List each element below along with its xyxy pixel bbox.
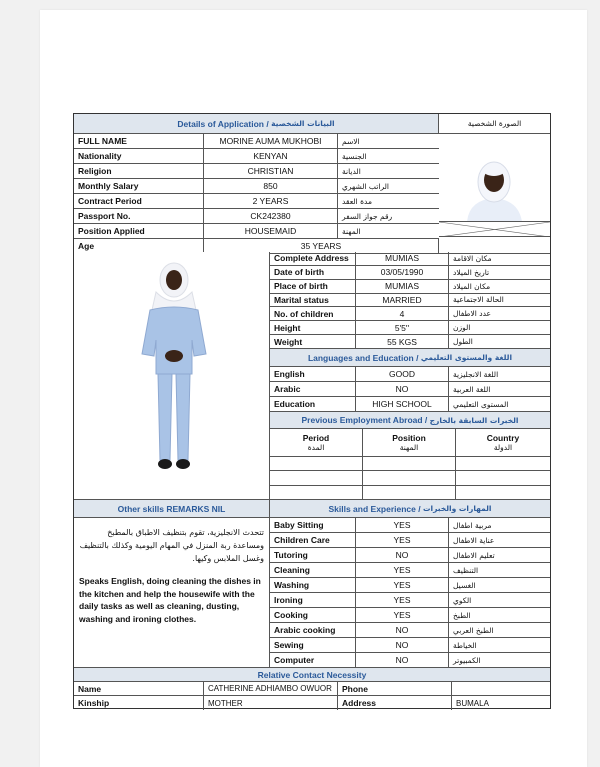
personal-label: Passport No. [74,209,204,224]
skill-row [270,653,550,668]
contact-header-row [74,668,550,682]
languages-header-row [270,349,550,367]
employment-country-cell [456,471,550,485]
detail-label-ar: الطول [449,335,550,349]
detail-value: 55 KGS [356,335,449,349]
skill-label: Children Care [270,533,356,548]
language-label: English [270,367,356,382]
personal-label-ar: الراتب الشهري [338,179,439,194]
detail-row [270,266,550,280]
employment-period-cell [270,457,363,471]
personal-label: Contract Period [74,194,204,209]
skill-row [270,608,550,623]
contact-title: Relative Contact Necessity [74,668,550,682]
period-header-ar: المدة [307,443,325,452]
detail-label-ar: الوزن [449,321,550,335]
employment-position-cell [363,457,456,471]
contact-name-value: CATHERINE ADHIAMBO OWUOR [204,682,338,696]
employment-row [270,486,550,500]
personal-label: Religion [74,164,204,179]
skill-label-ar: الكمبيوتر [449,653,550,668]
skill-row [270,533,550,548]
skill-row [270,623,550,638]
other-skills-title: Other skills REMARKS NIL [74,500,270,518]
language-label-ar: اللغة الانجليزية [449,367,550,382]
detail-label: Marital status [270,294,356,308]
personal-row [74,194,439,209]
detail-row [270,307,550,321]
detail-row [270,294,550,308]
employment-title-ar: الخبرات السابقة بالخارج [429,415,519,425]
detail-label: Date of birth [270,266,356,280]
position-header-ar: المهنة [399,443,419,452]
position-header-en: Position [392,433,426,443]
personal-label: Position Applied [74,224,204,239]
portrait-photo [439,134,550,222]
skill-label: Tutoring [270,548,356,563]
skill-label: Washing [270,578,356,593]
position-header [363,429,456,457]
personal-label-ar: رقم جواز السفر [338,209,439,224]
skill-value: NO [356,548,449,563]
skills-title-ar: المهارات والخبرات [423,504,492,513]
skill-label-ar: الخياطة [449,638,550,653]
personal-value: KENYAN [204,149,338,164]
skill-label-ar: الطبخ العربي [449,623,550,638]
skill-value: YES [356,578,449,593]
contact-phone-label: Phone [338,682,452,696]
employment-header-row [270,412,550,429]
personal-label: FULL NAME [74,134,204,149]
employment-title [270,412,550,429]
personal-value: HOUSEMAID [204,224,338,239]
personal-value: 850 [204,179,338,194]
employment-period-cell [270,486,363,500]
skill-row [270,563,550,578]
other-skills-english-text: Speaks English, doing cleaning the dishes in the kitchen and help the housewife with the daily tasks as well as cleaning, dusting, washing and ironing clothes. [79,576,261,624]
skill-label: Computer [270,653,356,668]
detail-label-ar: عدد الاطفال [449,307,550,321]
skill-label-ar: الغسيل [449,578,550,593]
detail-row [270,252,550,266]
personal-row [74,164,439,179]
employment-position-cell [363,471,456,485]
personal-label-ar: الاسم [338,134,439,149]
language-row [270,382,550,397]
skill-label: Ironing [270,593,356,608]
period-header [270,429,363,457]
languages-title-en: Languages and Education / [307,352,419,363]
personal-row [74,224,439,239]
country-header [456,429,550,457]
detail-label: Complete Address [270,252,356,266]
skill-value: YES [356,518,449,533]
detail-row [270,280,550,294]
full-body-photo-cell [74,252,270,500]
employment-country-cell [456,457,550,471]
form-header-row [74,114,550,134]
language-row [270,397,550,412]
skill-label: Cleaning [270,563,356,578]
languages-title-ar: اللغة والمستوى التعليمي [420,353,513,362]
detail-value: 03/05/1990 [356,266,449,280]
contact-row-1 [74,682,550,696]
contact-address-label: Address [338,696,452,710]
contact-address-value: BUMALA [456,698,489,708]
full-body-photo [74,252,270,500]
detail-label-ar: الحالة الاجتماعية [449,294,550,308]
personal-label: Nationality [74,149,204,164]
personal-row [74,209,439,224]
contact-name-label: Name [74,682,204,696]
personal-value: CHRISTIAN [204,164,338,179]
other-skills-cell [74,518,270,668]
skills-header-row [74,500,550,518]
country-header-ar: الدولة [493,443,513,452]
skill-value: NO [356,623,449,638]
skills-title-en: Skills and Experience / [328,503,421,514]
application-form [73,113,551,709]
detail-row [270,335,550,349]
skill-row [270,548,550,563]
personal-label: Age [74,239,204,254]
cross-lines [439,222,550,237]
skill-label: Sewing [270,638,356,653]
personal-value: 2 YEARS [204,194,338,209]
contact-row-2 [74,696,550,710]
detail-label: Weight [270,335,356,349]
language-value: GOOD [356,367,449,382]
language-value: NO [356,382,449,397]
empty-crossed-cell [439,222,550,237]
detail-label: No. of children [270,307,356,321]
detail-value: 4 [356,307,449,321]
period-header-en: Period [302,433,330,443]
skill-label-ar: الطبخ [449,608,550,623]
personal-row [74,134,439,149]
detail-label: Place of birth [270,280,356,294]
skill-value: NO [356,638,449,653]
skill-row [270,518,550,533]
personal-label-ar: الجنسية [338,149,439,164]
language-label-ar: اللغة العربية [449,382,550,397]
skill-label-ar: مربية اطفال [449,518,550,533]
skill-row [270,593,550,608]
skill-label: Cooking [270,608,356,623]
personal-label-ar: المهنة [338,224,439,239]
skill-value: YES [356,563,449,578]
language-label-ar: المستوى التعليمي [449,397,550,412]
language-value: HIGH SCHOOL [356,397,449,412]
detail-label-ar: مكان الاقامة [449,252,550,266]
personal-row [74,149,439,164]
photo-title-ar: الصورة الشخصية [439,114,550,134]
personal-value: 35 YEARS [204,239,439,254]
skill-value: YES [356,533,449,548]
skill-label-ar: تعليم الاطفال [449,548,550,563]
personal-row [74,179,439,194]
personal-value: MORINE AUMA MUKHOBI [204,134,338,149]
detail-label-ar: تاريخ الميلاد [449,266,550,280]
detail-value: MARRIED [356,294,449,308]
employment-title-en: Previous Employment Abroad / [301,415,428,425]
contact-kinship-value: MOTHER [204,696,338,710]
employment-row [270,457,550,471]
employment-country-cell [456,486,550,500]
detail-row [270,321,550,335]
skill-row [270,578,550,593]
skill-label-ar: الكوي [449,593,550,608]
skill-value: YES [356,593,449,608]
details-title-ar: البيانات الشخصية [271,119,335,128]
employment-column-headers [270,429,550,457]
contact-phone-value [452,682,550,696]
language-label: Education [270,397,356,412]
language-label: Arabic [270,382,356,397]
detail-value: 5'5'' [356,321,449,335]
skill-label: Arabic cooking [270,623,356,638]
employment-position-cell [363,486,456,500]
skills-title [270,500,550,518]
details-title-en: Details of Application / [177,118,269,129]
detail-value: MUMIAS [356,252,449,266]
country-header-en: Country [486,433,520,443]
employment-row [270,471,550,485]
personal-value: CK242380 [204,209,338,224]
employment-period-cell [270,471,363,485]
other-skills-arabic-text: تتحدث الانجليزية، تقوم بتنظيف الاطباق بالمطبخ ومساعدة ربة المنزل في المهام اليومية وكذلك بالتنظيف وغسل الملابس وكيها. [79,528,264,563]
skill-label: Baby Sitting [270,518,356,533]
details-title [74,114,439,134]
languages-title [270,349,550,367]
personal-label-ar: الديانة [338,164,439,179]
contact-kinship-label: Kinship [74,696,204,710]
language-row [270,367,550,382]
skill-value: NO [356,653,449,668]
skill-value: YES [356,608,449,623]
skill-label-ar: عناية الاطفال [449,533,550,548]
portrait-photo-cell [439,134,550,222]
detail-label: Height [270,321,356,335]
detail-label-ar: مكان الميلاد [449,280,550,294]
detail-value: MUMIAS [356,280,449,294]
personal-label-ar: مدة العقد [338,194,439,209]
skill-label-ar: التنظيف [449,563,550,578]
personal-label: Monthly Salary [74,179,204,194]
skill-row [270,638,550,653]
